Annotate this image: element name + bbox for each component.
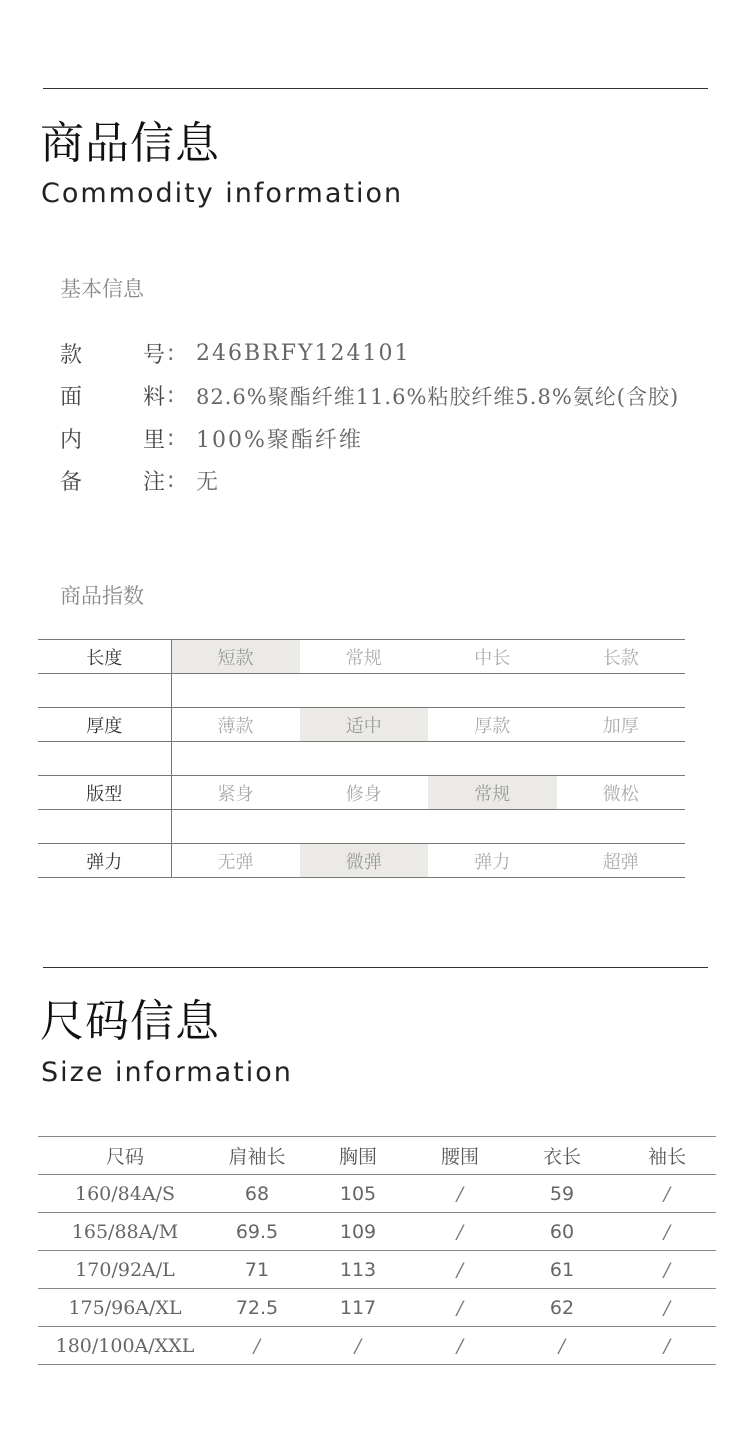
- table-row: [38, 1289, 716, 1327]
- spacer-cell: [171, 742, 685, 776]
- index-row: [38, 640, 685, 674]
- size-value-cell: /: [414, 1327, 506, 1365]
- size-value-cell: 62: [506, 1289, 618, 1327]
- size-value-cell: /: [618, 1251, 716, 1289]
- size-header-cell: 尺码: [38, 1137, 212, 1175]
- index-option: 薄款: [171, 708, 300, 742]
- info-key-char2: 料: [143, 385, 166, 411]
- table-row: [38, 1251, 716, 1289]
- info-row-lining: [60, 417, 679, 460]
- index-option-selected: 常规: [428, 776, 557, 810]
- index-row: [38, 844, 685, 878]
- size-value-cell: /: [414, 1289, 506, 1327]
- index-option-selected: 适中: [300, 708, 429, 742]
- info-value-lining: 100%聚酯纤维: [196, 427, 363, 453]
- spacer-cell: [38, 742, 171, 776]
- info-key-char1: 备: [60, 470, 83, 496]
- size-value-cell: 105: [302, 1175, 414, 1213]
- spacer-cell: [171, 810, 685, 844]
- size-table: [38, 1136, 716, 1365]
- index-option: 超弹: [557, 844, 686, 878]
- info-key-char2: 注: [143, 470, 166, 496]
- size-value-cell: /: [506, 1327, 618, 1365]
- size-value-cell: /: [618, 1213, 716, 1251]
- info-key-char1: 面: [60, 385, 83, 411]
- index-row: [38, 708, 685, 742]
- top-divider: [43, 88, 708, 89]
- index-option: 修身: [300, 776, 429, 810]
- index-option: 常规: [300, 640, 429, 674]
- info-value-remarks: 无: [196, 470, 221, 496]
- index-row: [38, 776, 685, 810]
- commodity-title-en: Commodity information: [41, 178, 404, 209]
- index-spacer-row: [38, 810, 685, 844]
- size-code-cell: 180/100A/XXL: [38, 1327, 212, 1365]
- index-row-label: 长度: [38, 640, 171, 674]
- size-header-cell: 腰围: [414, 1137, 506, 1175]
- size-header-cell: 胸围: [302, 1137, 414, 1175]
- size-value-cell: /: [302, 1327, 414, 1365]
- size-value-cell: /: [618, 1175, 716, 1213]
- size-divider: [43, 967, 708, 968]
- size-header-cell: 肩袖长: [212, 1137, 302, 1175]
- size-table-header: [38, 1137, 716, 1175]
- info-colon: :: [167, 425, 175, 451]
- size-value-cell: 69.5: [212, 1213, 302, 1251]
- size-code-cell: 165/88A/M: [38, 1213, 212, 1251]
- size-value-cell: 60: [506, 1213, 618, 1251]
- index-option: 微松: [557, 776, 686, 810]
- size-value-cell: 61: [506, 1251, 618, 1289]
- size-value-cell: 68: [212, 1175, 302, 1213]
- spacer-cell: [171, 674, 685, 708]
- size-value-cell: /: [414, 1251, 506, 1289]
- index-row-label: 厚度: [38, 708, 171, 742]
- size-code-cell: 160/84A/S: [38, 1175, 212, 1213]
- size-value-cell: 117: [302, 1289, 414, 1327]
- size-code-cell: 175/96A/XL: [38, 1289, 212, 1327]
- size-value-cell: 71: [212, 1251, 302, 1289]
- info-key-char1: 款: [60, 342, 83, 368]
- size-value-cell: 113: [302, 1251, 414, 1289]
- product-index-heading: 商品指数: [60, 584, 144, 608]
- index-option: 加厚: [557, 708, 686, 742]
- info-key-char2: 号: [143, 342, 166, 368]
- size-value-cell: /: [212, 1327, 302, 1365]
- index-option: 紧身: [171, 776, 300, 810]
- index-spacer-row: [38, 674, 685, 708]
- size-title-en: Size information: [41, 1057, 293, 1088]
- index-option: 中长: [428, 640, 557, 674]
- basic-info-heading: 基本信息: [60, 277, 144, 301]
- size-value-cell: /: [414, 1175, 506, 1213]
- index-row-label: 版型: [38, 776, 171, 810]
- info-colon: :: [167, 383, 175, 409]
- size-code-cell: 170/92A/L: [38, 1251, 212, 1289]
- table-row: [38, 1213, 716, 1251]
- info-row-fabric: [60, 375, 679, 418]
- info-key-char2: 里: [143, 427, 166, 453]
- size-value-cell: 109: [302, 1213, 414, 1251]
- size-value-cell: 72.5: [212, 1289, 302, 1327]
- info-colon: :: [167, 340, 175, 366]
- size-value-cell: /: [618, 1289, 716, 1327]
- info-row-remarks: [60, 460, 679, 503]
- size-value-cell: 59: [506, 1175, 618, 1213]
- size-header-cell: 袖长: [618, 1137, 716, 1175]
- index-row-label: 弹力: [38, 844, 171, 878]
- basic-info-list: [60, 332, 679, 502]
- size-value-cell: /: [414, 1213, 506, 1251]
- commodity-title-cn: 商品信息: [40, 118, 220, 169]
- index-spacer-row: [38, 742, 685, 776]
- info-colon: :: [167, 468, 175, 494]
- table-row: [38, 1327, 716, 1365]
- info-value-fabric: 82.6%聚酯纤维11.6%粘胶纤维5.8%氨纶(含胶): [196, 384, 680, 409]
- info-row-style-number: [60, 332, 679, 375]
- info-key-char1: 内: [60, 427, 83, 453]
- product-index-table: [38, 639, 685, 878]
- index-option: 厚款: [428, 708, 557, 742]
- index-option: 无弹: [171, 844, 300, 878]
- index-option-selected: 短款: [171, 640, 300, 674]
- index-option-selected: 微弹: [300, 844, 429, 878]
- index-option: 弹力: [428, 844, 557, 878]
- size-value-cell: /: [618, 1327, 716, 1365]
- table-row: [38, 1175, 716, 1213]
- info-value-style-number: 246BRFY124101: [196, 340, 411, 366]
- spacer-cell: [38, 810, 171, 844]
- index-option: 长款: [557, 640, 686, 674]
- size-header-cell: 衣长: [506, 1137, 618, 1175]
- spacer-cell: [38, 674, 171, 708]
- size-title-cn: 尺码信息: [40, 996, 220, 1047]
